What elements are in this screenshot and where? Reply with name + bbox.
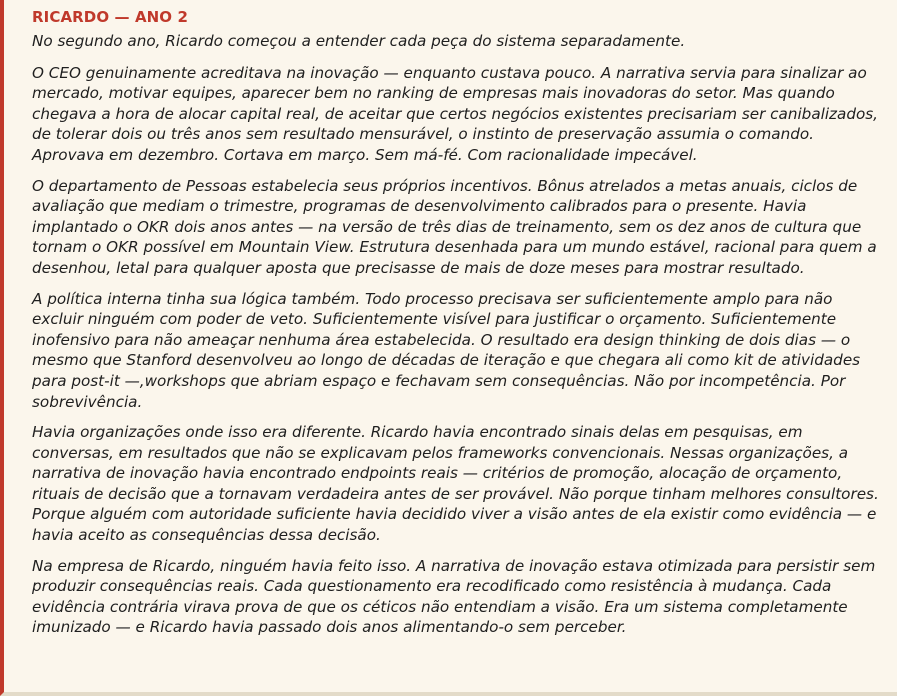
paragraph-4: A política interna tinha sua lógica também. Todo processo precisava ser suficientemente amplo para não excluir ninguém com poder de veto. Suficientemente visível para justificar o orçamento. Suficientemente inofensivo para não ameaçar nenhuma área estabelecida. O resultado era design thinking de dois dias — o mesmo que Stanford desenvolveu ao longo de décadas de iteração e que chegara ali como kit de atividades para post-it —,workshops que abriam espaço e fechavam sem consequências. Não por incompetência. Por sobrevivência.: [32, 289, 861, 411]
paragraph-6: Na empresa de Ricardo, ninguém havia feito isso. A narrativa de inovação estava otimizada para persistir sem produzir consequências reais. Cada questionamento era recodificado como resistência à mudança. Cada evidência contrária virava prova de que os céticos não entendiam a visão. Era um sistema completamente imunizado — e Ricardo havia passado dois anos alimentando-o sem perceber.: [32, 556, 876, 637]
section-title: RICARDO — ANO 2: [32, 8, 189, 26]
paragraph-5: Havia organizações onde isso era diferente. Ricardo havia encontrado sinais delas em pesquisas, em conversas, em resultados que não se explicavam pelos frameworks convencionais. Nessas organizações, a narrativa de inovação havia encontrado endpoints reais — critérios de promoção, alocação de orçamento, rituais de decisão que a tornavam verdadeira antes de ser provável. Não porque tinham melhores consultores. Porque alguém com autoridade suficiente havia decidido viver a visão antes de ela existir como evidência — e havia aceito as consequências dessa decisão.: [32, 423, 879, 545]
paragraph-3: O departamento de Pessoas estabelecia seus próprios incentivos. Bônus atrelados a metas anuais, ciclos de avaliação que mediam o trimestre, programas de desenvolvimento calibrados para o presente. Havia implantado o OKR dois anos antes — na versão de três dias de treinamento, sem os dez anos de cultura que tornam o OKR possível em Mountain View. Estrutura desenhada para um mundo estável, racional para quem a desenhou, letal para qualquer aposta que precisasse de mais de doze meses para mostrar resultado.: [32, 176, 877, 277]
paragraph-1: No segundo ano, Ricardo começou a entender cada peça do sistema separadamente.: [32, 32, 686, 50]
paragraph-2: O CEO genuinamente acreditava na inovação — enquanto custava pouco. A narrativa servia para sinalizar ao mercado, motivar equipes, aparecer bem no ranking de empresas mais inovadoras do setor. Mas quando chegava a hora de alocar capital real, de aceitar que certos negócios existentes precisariam ser canibalizados, de tolerar dois ou três anos sem resultado mensurável, o instinto de preservação assumia o comando. Aprovava em dezembro. Cortava em março. Sem má-fé. Com racionalidade impecável.: [32, 63, 879, 164]
